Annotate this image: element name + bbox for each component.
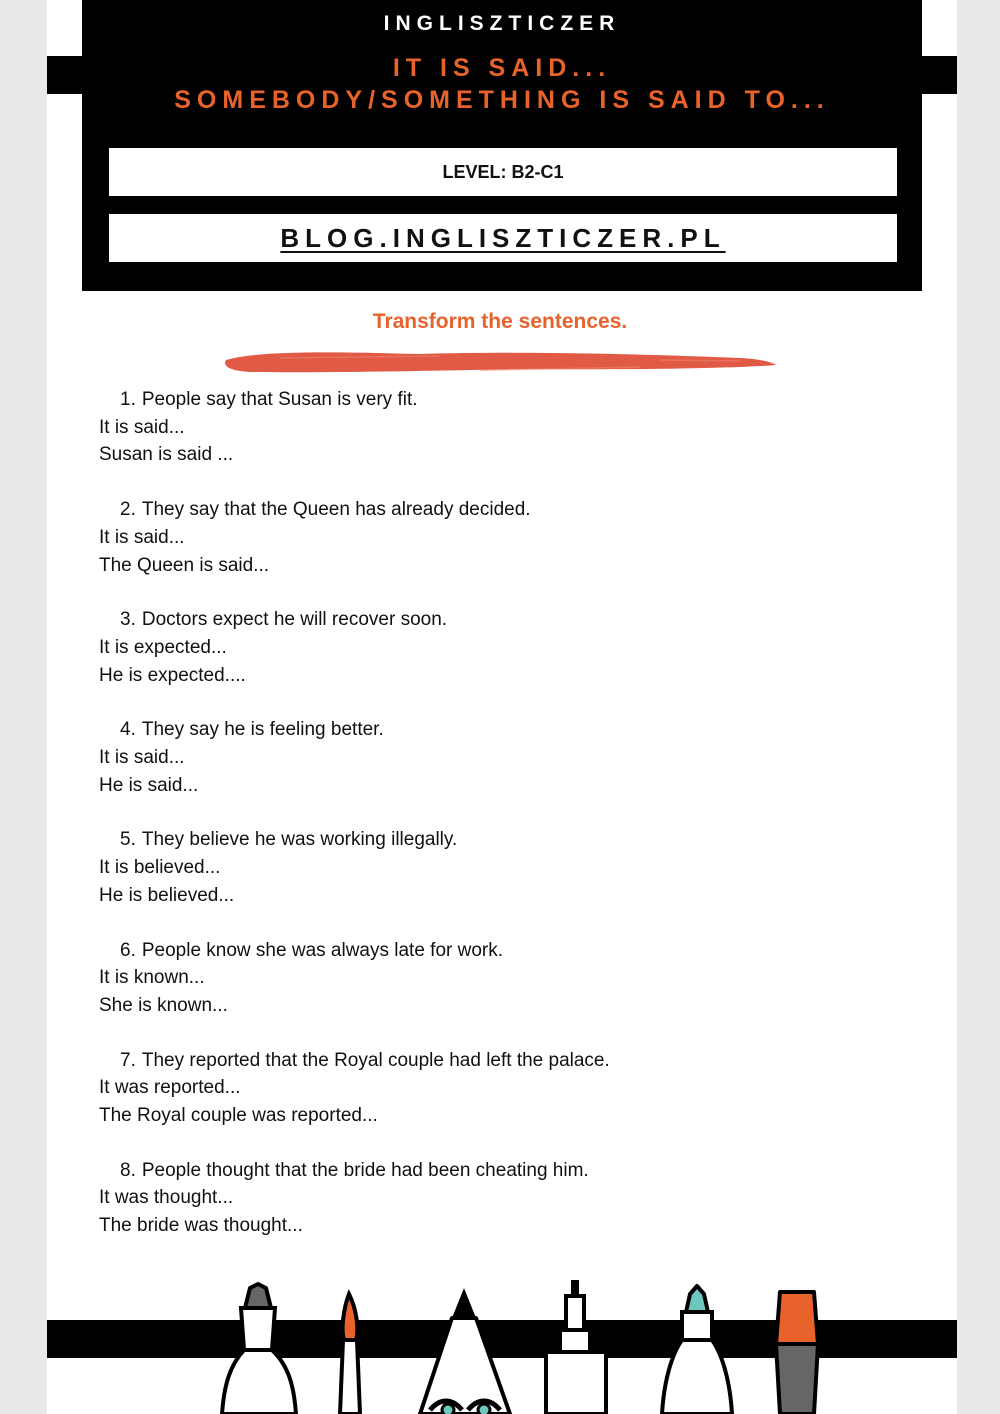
exercise-number: 8. [120, 1159, 136, 1181]
answer-line: He is said... [99, 774, 199, 796]
answer-line: He is expected.... [99, 664, 246, 686]
prompt-text: People say that Susan is very fit. [141, 389, 418, 410]
exercise-number: 2. [120, 499, 136, 521]
exercise-item [99, 386, 899, 469]
exercise-item [99, 826, 899, 909]
prompt-text: They say that the Queen has already decided. [141, 499, 531, 521]
paintbrush-icon [340, 1294, 360, 1414]
exercise-item [99, 716, 899, 799]
prompt-text: They believe he was working illegally. [141, 829, 458, 851]
exercise-list [99, 386, 899, 1267]
prompt-text: They reported that the Royal couple had left the palace. [141, 1049, 610, 1071]
exercise-prompt [99, 606, 899, 634]
answer-line: It is believed... [99, 857, 221, 879]
pen-nib-icon [420, 1288, 510, 1414]
marker-icon [222, 1284, 296, 1414]
answer-line: He is believed... [99, 884, 235, 906]
answer-line: It is known... [99, 967, 205, 989]
exercise-prompt [99, 937, 899, 965]
title-line-2: SOMEBODY/SOMETHING IS SAID TO... [174, 86, 830, 114]
exercise-prompt [99, 386, 899, 414]
answer-line: It is expected... [99, 636, 227, 658]
exercise-prompt [99, 496, 899, 524]
level-box [109, 148, 897, 196]
answer-line: The Royal couple was reported... [99, 1105, 378, 1127]
blog-box [109, 214, 897, 262]
answer-line: She is known... [99, 994, 228, 1016]
level-label: LEVEL: B2-C1 [442, 161, 564, 182]
instruction-heading: Transform the sentences. [372, 310, 628, 333]
prompt-text: Doctors expect he will recover soon. [141, 609, 448, 631]
prompt-text: People know she was always late for work. [141, 939, 504, 961]
title-line-1: IT IS SAID... [392, 54, 612, 82]
blog-link[interactable]: BLOG.INGLISZTICZER.PL [280, 222, 726, 253]
exercise-prompt [99, 716, 899, 744]
exercise-prompt [99, 826, 899, 854]
answer-line: Susan is said ... [99, 444, 234, 466]
exercise-number: 7. [120, 1049, 136, 1071]
exercise-item [99, 1047, 899, 1130]
answer-line: It was reported... [99, 1077, 241, 1099]
exercise-item [99, 606, 899, 689]
highlighter-icon [662, 1286, 732, 1414]
prompt-text: People thought that the bride had been cheating him. [141, 1159, 589, 1181]
exercise-prompt [99, 1157, 899, 1185]
exercise-item [99, 937, 899, 1020]
exercise-number: 4. [120, 719, 136, 741]
exercise-item [99, 1157, 899, 1240]
exercise-item [99, 496, 899, 579]
exercise-number: 5. [120, 829, 136, 851]
exercise-prompt [99, 1047, 899, 1075]
prompt-text: They say he is feeling better. [141, 719, 384, 741]
pens-illustration [0, 1270, 1000, 1414]
answer-line: It is said... [99, 747, 185, 769]
exercise-number: 1. [120, 389, 136, 410]
answer-line: It is said... [99, 416, 185, 438]
answer-line: The bride was thought... [99, 1215, 303, 1237]
fineliner-icon [546, 1280, 606, 1414]
answer-line: The Queen is said... [99, 554, 270, 576]
brush-pen-icon [776, 1292, 818, 1414]
exercise-number: 3. [120, 609, 136, 631]
brush-stroke-underline [220, 346, 780, 376]
answer-line: It is said... [99, 526, 185, 548]
exercise-number: 6. [120, 939, 136, 961]
brand-name: INGLISZTICZER [383, 12, 621, 35]
answer-line: It was thought... [99, 1187, 234, 1209]
